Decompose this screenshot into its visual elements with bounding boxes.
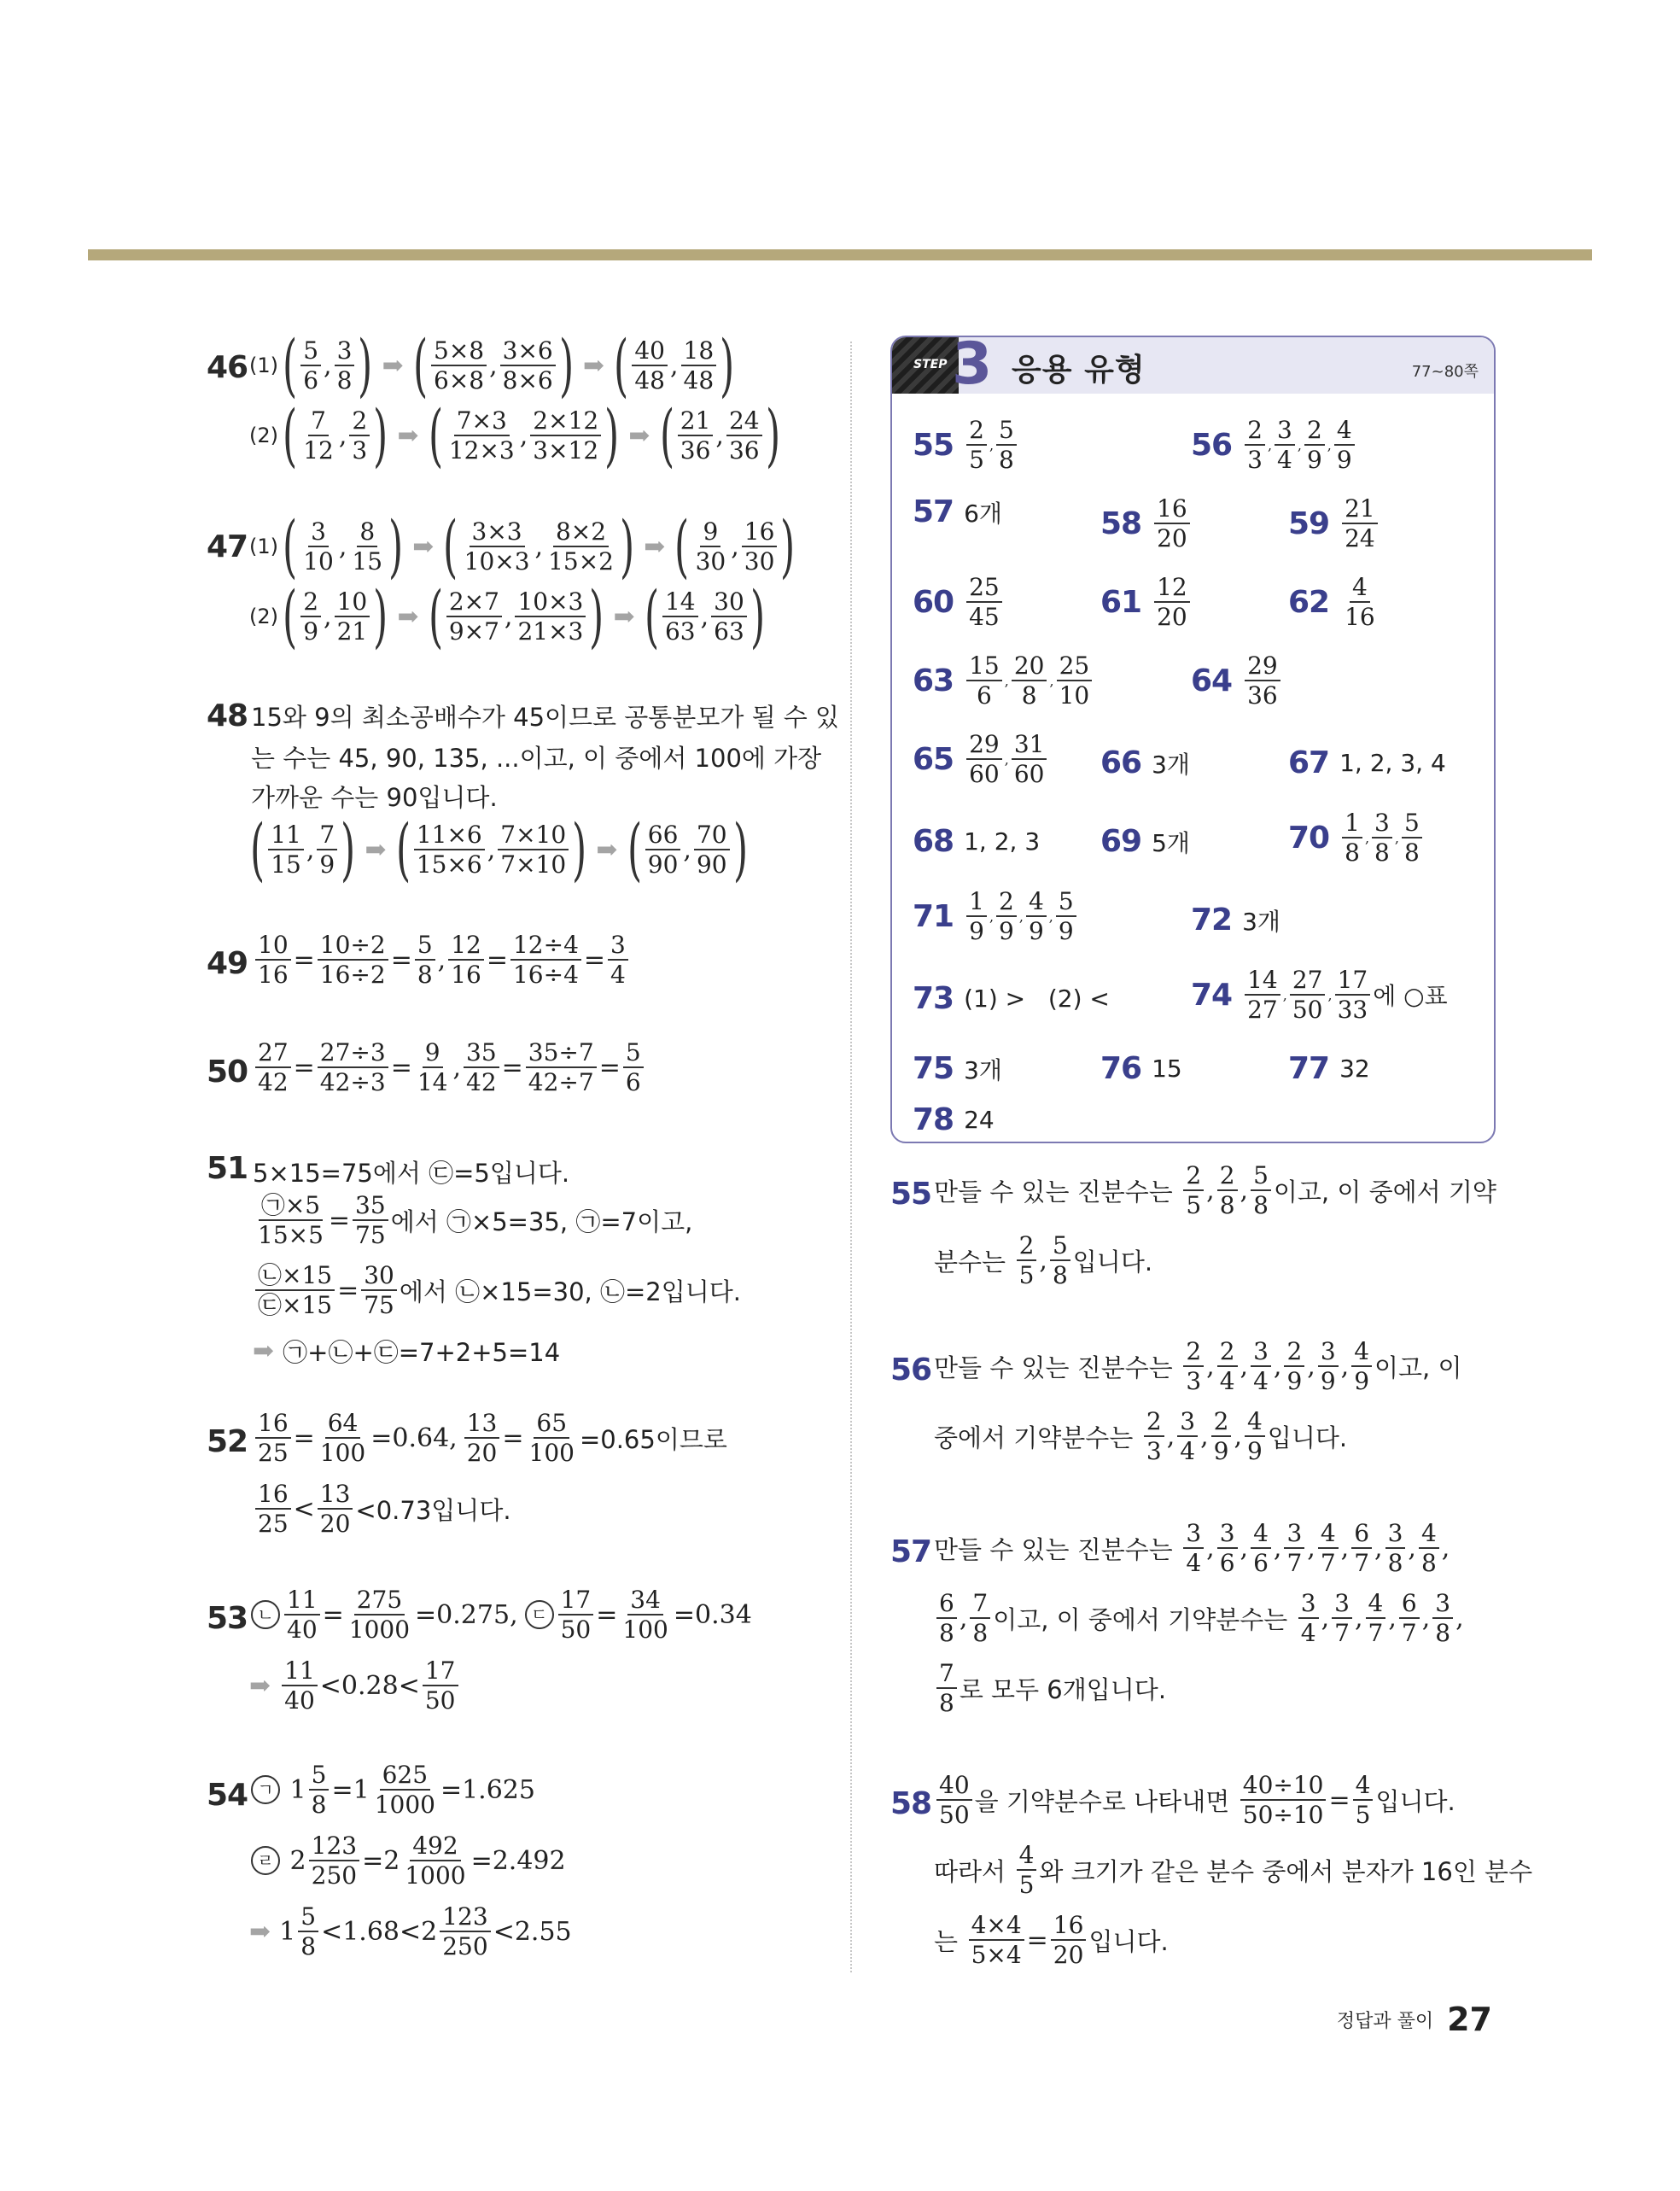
solution-line: ➡ 1 $\frac{5}{8}$ <1.68<2 $\frac{123}{250}$ <2.55 — [249, 1902, 572, 1960]
answer-item: 78 24 — [913, 1102, 995, 1137]
solution-text: 는 수는 45, 90, 135, ...이고, 이 중에서 100에 가장 — [251, 744, 822, 773]
answer-item: 62 $\frac{4}{16}$ — [1288, 573, 1375, 631]
solution-line: (2) ( $\frac{7}{12}$ , $\frac{2}{3}$ ) ➡ ( $\frac{7\times 3}{12\times 3}$ , $\frac{2\times 12}{3\times 12}$ ) ➡ ( $\frac{21}{36}$ , $\frac{24}{36}$ ) — [249, 395, 780, 475]
answer-item: 61 $\frac{12}{20}$ — [1100, 573, 1193, 631]
solution-line: ㄴ $\frac{11}{40}$ = $\frac{275}{1000}$ =0.275, ㄷ $\frac{17}{50}$ = $\frac{34}{100}$ =0.34 — [249, 1586, 752, 1644]
answer-item: 66 3개 — [1100, 745, 1190, 780]
answer-item: 60 $\frac{25}{45}$ — [913, 573, 1005, 631]
answer-box — [890, 330, 1496, 1143]
problem-number: 56 — [890, 1353, 932, 1388]
solution-line: 따라서 $\frac{4}{5}$ 와 크기가 같은 분수 중에서 분자가 16인 분수 — [934, 1841, 1533, 1899]
problem-number: 47 — [207, 529, 248, 564]
problem-number: 46 — [207, 350, 248, 385]
arrow-icon: ➡ — [628, 420, 650, 451]
page-footer — [1337, 2001, 1492, 2038]
problem-number: 57 — [890, 1534, 932, 1569]
arrow-icon: ➡ — [582, 350, 605, 381]
solution-line: ( $\frac{11}{15}$ , $\frac{7}{9}$ ) ➡ ( $\frac{11\times 6}{15\times 6}$ , $\frac{7\times 10}{7\times 10}$ ) ➡ ( $\frac{66}{90}$ , $\frac{70}{90}$ ) — [250, 809, 748, 889]
solution-line: $\frac{10}{16}$ = $\frac{10\div 2}{16\div 2}$ = $\frac{5}{8}$ , $\frac{12}{16}$ = $\frac{12\div 4}{16\div 4}$ = $\frac{3}{4}$ — [253, 931, 631, 989]
solution-text: 5×15=75에서 ㉢=5입니다. — [253, 1159, 570, 1188]
answer-item: 58 $\frac{16}{20}$ — [1100, 494, 1193, 552]
solution-line: 만들 수 있는 진분수는 $\frac{2}{3}$ , $\frac{2}{4}$ , $\frac{3}{4}$ , $\frac{2}{9}$ , $\frac{3}{9}$ , $\frac{4}{9}$ 이고, 이 — [934, 1337, 1462, 1395]
solution-line: $\frac{16}{25}$ = $\frac{64}{100}$ =0.64, $\frac{13}{20}$ = $\frac{65}{100}$ =0.65이므로 — [253, 1409, 727, 1467]
problem-number: 58 — [890, 1786, 932, 1821]
solution-line: $\frac{16}{25}$ < $\frac{13}{20}$ <0.73입니다. — [253, 1480, 511, 1538]
solution-text: 15와 9의 최소공배수가 45이므로 공통분모가 될 수 있 — [251, 703, 840, 732]
answer-item: 63 $\frac{15}{6}$ , $\frac{20}{8}$ , $\frac{25}{10}$ — [913, 651, 1094, 710]
solution-line: ➡ ㉠+㉡+㉢=7+2+5=14 — [253, 1336, 561, 1367]
answer-item: 71 $\frac{1}{9}$ , $\frac{2}{9}$ , $\frac{4}{9}$ , $\frac{5}{9}$ — [913, 887, 1079, 945]
answer-item: 57 6개 — [913, 494, 1002, 529]
solution-line: $\frac{㉠\times 5}{15\times 5}$ = $\frac{35}{75}$ 에서 ㉠×5=35, ㉠=7이고, — [258, 1191, 693, 1249]
solution-line: $\frac{㉡\times 15}{㉢\times 15}$ = $\frac{30}{75}$ 에서 ㉡×15=30, ㉡=2입니다. — [253, 1261, 741, 1319]
solution-line: ➡ $\frac{11}{40}$ <0.28< $\frac{17}{50}$ — [249, 1656, 461, 1715]
answer-item: 68 1, 2, 3 — [913, 824, 1041, 859]
answer-item: 64 $\frac{29}{36}$ — [1191, 651, 1283, 710]
arrow-icon: ➡ — [397, 420, 419, 451]
solution-line: 는 $\frac{4\times 4}{5\times 4}$ = $\frac{16}{20}$ 입니다. — [934, 1911, 1169, 1969]
problem-number: 51 — [207, 1151, 248, 1186]
solution-line: $\frac{6}{8}$ , $\frac{7}{8}$ 이고, 이 중에서 기약분수는 $\frac{3}{4}$ , $\frac{3}{7}$ , $\frac{4}{7}$ , $\frac{6}{7}$ , $\frac{3}{8}$ , — [934, 1589, 1464, 1647]
solution-line: ㄱ 1 $\frac{5}{8}$ =1 $\frac{625}{1000}$ =1.625 — [249, 1761, 535, 1819]
solution-line: (1) ( $\frac{5}{6}$ , $\frac{3}{8}$ ) ➡ ( $\frac{5\times 8}{6\times 8}$ , $\frac{3\times 6}{8\times 6}$ ) ➡ ( $\frac{40}{48}$ , $\frac{18}{48}$ ) — [249, 325, 735, 405]
solution-line: (1) ( $\frac{3}{10}$ , $\frac{8}{15}$ ) ➡ ( $\frac{3\times 3}{10\times 3}$ , $\frac{8\times 2}{15\times 2}$ ) ➡ ( $\frac{9}{30}$ , $\frac{16}{30}$ ) — [249, 506, 796, 586]
column-divider — [850, 342, 852, 1972]
problem-number: 55 — [890, 1177, 932, 1212]
problem-number: 53 — [207, 1601, 248, 1636]
answer-item: 67 1, 2, 3, 4 — [1288, 745, 1446, 780]
answer-item: 59 $\frac{21}{24}$ — [1288, 494, 1380, 552]
solution-line: 중에서 기약분수는 $\frac{2}{3}$ , $\frac{3}{4}$ , $\frac{2}{9}$ , $\frac{4}{9}$ 입니다. — [934, 1407, 1348, 1465]
problem-number: 52 — [207, 1424, 248, 1459]
problem-number: 49 — [207, 946, 248, 981]
solution-line: $\frac{27}{42}$ = $\frac{27\div 3}{42\div 3}$ = $\frac{9}{14}$ , $\frac{35}{42}$ = $\frac{35\div 7}{42\div 7}$ = $\frac{5}{6}$ — [253, 1038, 646, 1096]
answer-item: 55 $\frac{2}{5}$ , $\frac{5}{8}$ — [913, 416, 1019, 474]
problem-number: 48 — [207, 698, 248, 733]
problem-number: 54 — [207, 1778, 248, 1813]
step-header — [892, 330, 1494, 398]
header-rule — [88, 249, 1592, 260]
step-title: 응용 유형 — [1012, 353, 1146, 388]
answer-item: 73 (1) > (2) < — [913, 981, 1110, 1016]
solution-line: $\frac{7}{8}$ 로 모두 6개입니다. — [934, 1659, 1166, 1717]
step-number: 3 — [952, 330, 993, 398]
answer-item: 74 $\frac{14}{27}$ , $\frac{27}{50}$ , $\frac{17}{33}$ 에 ○표 — [1191, 966, 1448, 1024]
solution-line: (2) ( $\frac{2}{9}$ , $\frac{10}{21}$ ) ➡ ( $\frac{2\times 7}{9\times 7}$ , $\frac{10\times 3}{21\times 3}$ ) ➡ ( $\frac{14}{63}$ , $\frac{30}{63}$ ) — [249, 576, 765, 656]
arrow-icon: ➡ — [382, 350, 404, 381]
answer-item: 69 5개 — [1100, 824, 1190, 859]
problem-number: 50 — [207, 1055, 248, 1090]
answer-item: 65 $\frac{29}{60}$ , $\frac{31}{60}$ — [913, 730, 1049, 788]
answer-item: 75 3개 — [913, 1051, 1002, 1086]
solution-line: $\frac{40}{50}$ 을 기약분수로 나타내면 $\frac{40\div 10}{50\div 10}$ = $\frac{4}{5}$ 입니다. — [934, 1771, 1455, 1829]
solution-text: 가까운 수는 90입니다. — [251, 783, 498, 812]
answer-item: 56 $\frac{2}{3}$ , $\frac{3}{4}$ , $\frac{2}{9}$ , $\frac{4}{9}$ — [1191, 416, 1357, 474]
step-badge: STEP — [892, 337, 959, 394]
solution-line: 분수는 $\frac{2}{5}$ , $\frac{5}{8}$ 입니다. — [934, 1231, 1153, 1289]
solution-line: 만들 수 있는 진분수는 $\frac{2}{5}$ , $\frac{2}{8}$ , $\frac{5}{8}$ 이고, 이 중에서 기약 — [934, 1161, 1496, 1219]
step-pages: 77~80쪽 — [1411, 363, 1479, 381]
answer-item: 70 $\frac{1}{8}$ , $\frac{3}{8}$ , $\frac{5}{8}$ — [1288, 809, 1425, 867]
footer-label: 정답과 풀이 — [1336, 2010, 1434, 2032]
solution-line: 만들 수 있는 진분수는 $\frac{3}{4}$ , $\frac{3}{6}$ , $\frac{4}{6}$ , $\frac{3}{7}$ , $\frac{4}{7}$ , $\frac{6}{7}$ , $\frac{3}{8}$ , $\frac{4}{8}$ , — [934, 1519, 1450, 1577]
answer-item: 72 3개 — [1191, 903, 1280, 938]
solution-line: ㄹ 2 $\frac{123}{250}$ =2 $\frac{492}{1000}$ =2.492 — [249, 1832, 566, 1890]
page-number: 27 — [1447, 2001, 1492, 2038]
answer-item: 76 15 — [1100, 1051, 1182, 1086]
answer-item: 77 32 — [1288, 1051, 1370, 1086]
